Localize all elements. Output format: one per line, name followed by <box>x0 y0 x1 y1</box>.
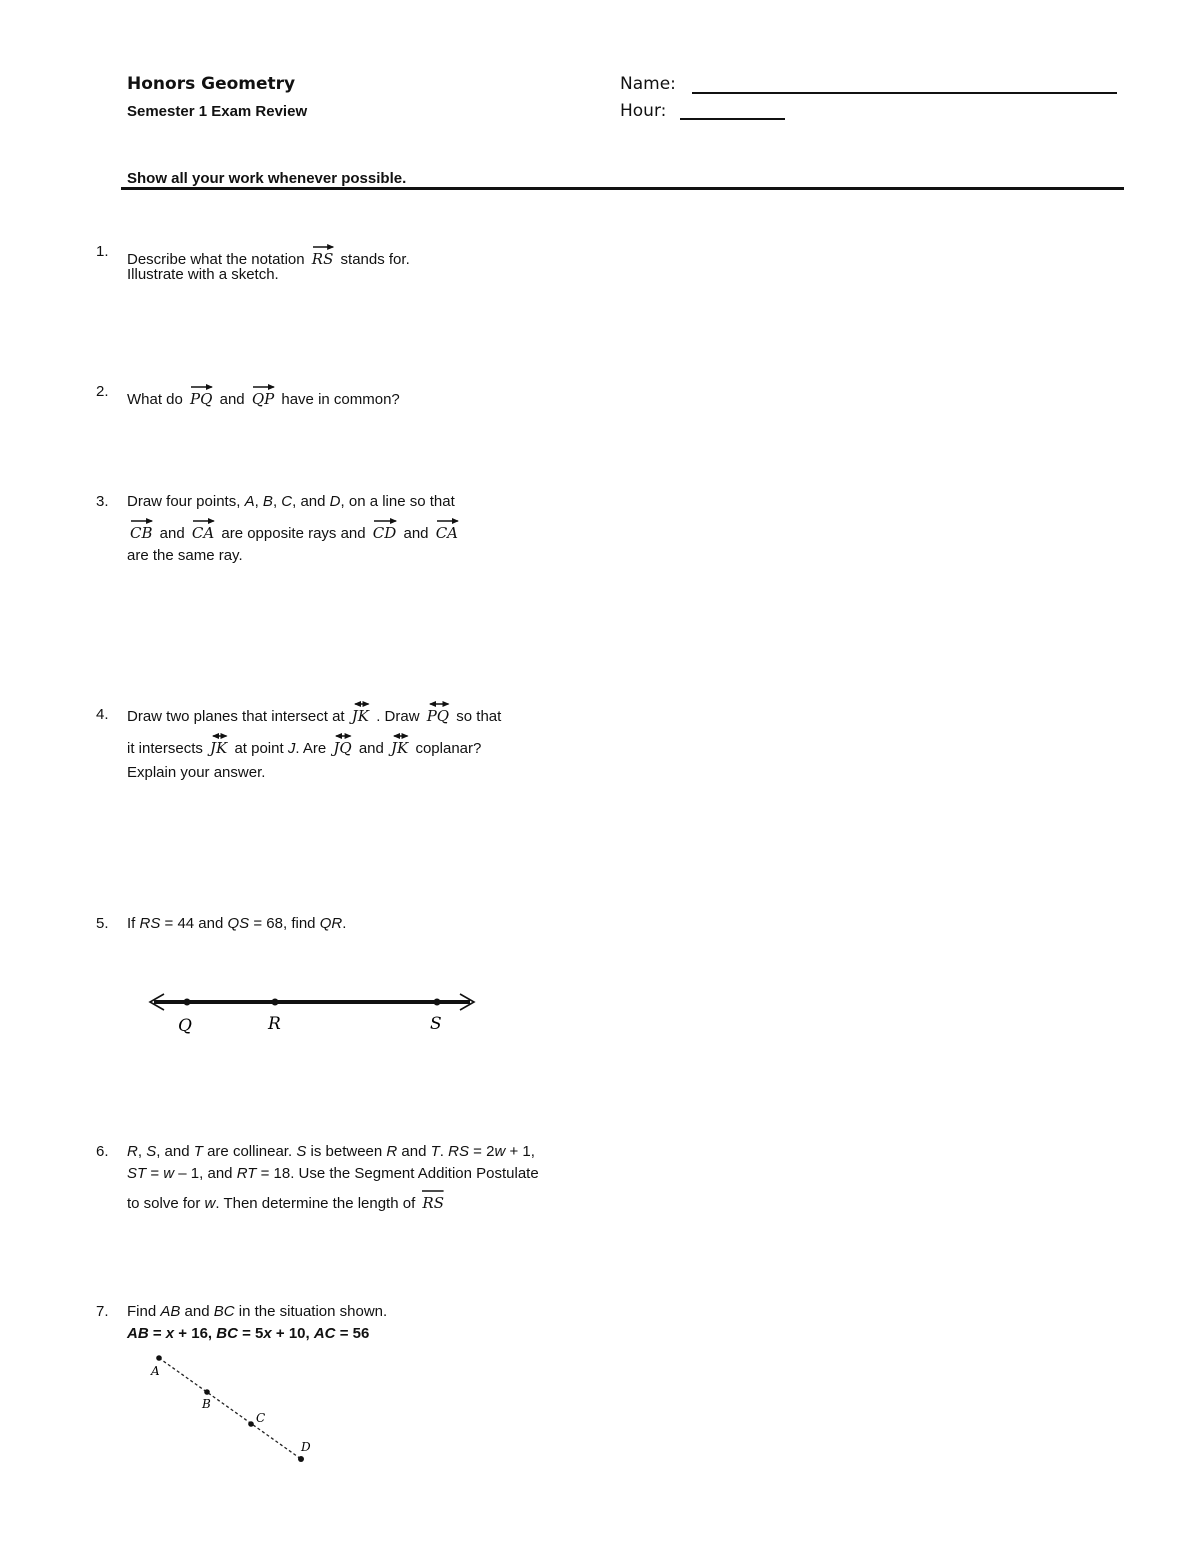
ray-arrow-icon <box>312 243 334 251</box>
ray-qp-symbol: QP <box>252 383 274 408</box>
question-6-line-1: R, S, and T are collinear. S is between R and T. RS = 2w + 1, <box>127 1143 535 1160</box>
ray-arrow-icon <box>373 517 397 525</box>
line-jq-symbol: JQ <box>333 732 351 757</box>
line-jk-symbol-3: JK <box>391 732 408 757</box>
point-s-label: S <box>430 1014 442 1034</box>
ray-arrow-icon <box>130 517 153 525</box>
ray-cd-symbol: CD <box>373 517 397 542</box>
instructions: Show all your work whenever possible. <box>127 170 407 187</box>
line-arrow-icon <box>333 732 351 740</box>
point-d-label: D <box>301 1440 311 1454</box>
line-jk-symbol: JK <box>352 700 369 725</box>
dashed-segment <box>159 1358 301 1459</box>
question-3-line-1: Draw four points, A, B, C, and D, on a line so that <box>127 493 455 510</box>
question-3-number: 3. <box>96 493 109 510</box>
point-q-label: Q <box>178 1016 192 1036</box>
point-b <box>204 1389 210 1395</box>
question-1-line-1: Describe what the notation RS stands for. <box>127 243 410 268</box>
point-d <box>298 1456 304 1462</box>
line-arrow-icon <box>391 732 408 740</box>
question-2-number: 2. <box>96 383 109 400</box>
line-arrow-icon <box>427 700 449 708</box>
ray-arrow-icon <box>436 517 458 525</box>
point-r <box>272 999 279 1006</box>
ray-arrow-icon <box>252 383 274 391</box>
point-q <box>184 999 191 1006</box>
question-6-line-2: ST = w – 1, and RT = 18. Use the Segment Addition Postulate <box>127 1165 539 1182</box>
question-3-line-3: are the same ray. <box>127 547 243 564</box>
question-3-line-2: CB and CA are opposite rays and CD and CA <box>127 517 461 542</box>
question-4-line-1: Draw two planes that intersect at JK . Draw PQ so that <box>127 700 501 725</box>
question-1-line-2: Illustrate with a sketch. <box>127 266 279 283</box>
course-title: Honors Geometry <box>127 74 296 94</box>
question-2-line-1: What do PQ and QP have in common? <box>127 383 400 408</box>
point-s <box>434 999 441 1006</box>
point-c-label: C <box>256 1411 266 1425</box>
question-4-line-2: it intersects JK at point J. Are JQ and JK coplanar? <box>127 732 481 757</box>
question-1-number: 1. <box>96 243 109 260</box>
name-blank[interactable] <box>692 92 1117 94</box>
question-5-number: 5. <box>96 915 109 932</box>
header-divider <box>121 187 1124 190</box>
point-b-label: B <box>202 1397 211 1411</box>
ray-arrow-icon <box>190 383 212 391</box>
point-c <box>248 1421 254 1427</box>
point-a <box>156 1355 162 1361</box>
name-label: Name: <box>620 74 676 94</box>
ray-arrow-icon <box>192 517 214 525</box>
ray-pq-symbol: PQ <box>190 383 212 408</box>
exam-subtitle: Semester 1 Exam Review <box>127 103 308 120</box>
hour-label: Hour: <box>620 101 667 121</box>
question-7-number: 7. <box>96 1303 109 1320</box>
line-jk-symbol-2: JK <box>210 732 227 757</box>
line-pq-symbol: PQ <box>427 700 449 725</box>
segment-bar-icon <box>422 1187 444 1195</box>
number-line-qrs <box>140 985 490 1045</box>
point-a-label: A <box>151 1364 160 1378</box>
line-arrow-icon <box>210 732 227 740</box>
question-7-line-1: Find AB and BC in the situation shown. <box>127 1303 388 1320</box>
question-5-line-1: If RS = 44 and QS = 68, find QR. <box>127 915 347 932</box>
point-r-label: R <box>268 1014 281 1034</box>
ray-ca-symbol: CA <box>192 517 214 542</box>
ray-rs-symbol: RS <box>312 243 334 268</box>
question-4-number: 4. <box>96 706 109 723</box>
question-6-line-3: to solve for w. Then determine the length of RS <box>127 1187 447 1212</box>
segment-diagram-abcd <box>140 1345 340 1475</box>
question-4-line-3: Explain your answer. <box>127 764 266 781</box>
segment-rs-symbol: RS <box>422 1187 444 1212</box>
question-6-number: 6. <box>96 1143 109 1160</box>
ray-cb-symbol: CB <box>130 517 153 542</box>
hour-blank[interactable] <box>680 118 785 120</box>
line-arrow-icon <box>352 700 369 708</box>
ray-ca-symbol-2: CA <box>436 517 458 542</box>
question-7-line-2: AB = x + 16, BC = 5x + 10, AC = 56 <box>127 1325 370 1342</box>
